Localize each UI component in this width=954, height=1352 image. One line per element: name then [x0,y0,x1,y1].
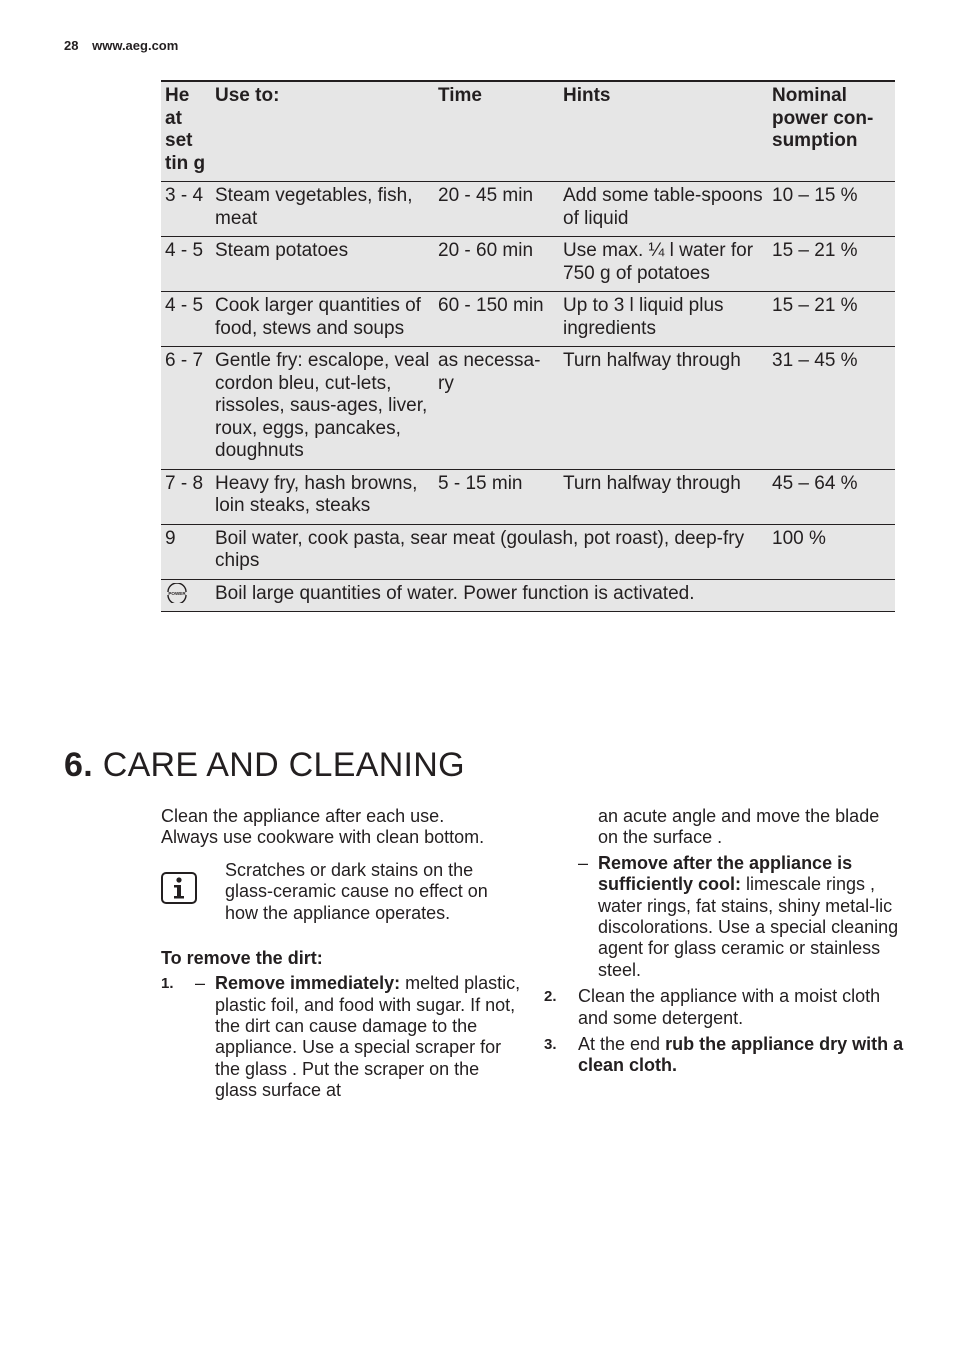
cell-time: 5 - 15 min [434,469,559,524]
table-row [161,292,895,347]
cell-setting: 4 - 5 [161,292,211,347]
cell-hints: Up to 3 l liquid plus ingredients [559,292,768,347]
cell-use: Steam potatoes [211,237,434,292]
step-1a [161,973,521,1101]
cell-power: 15 – 21 % [768,292,895,347]
right-column [544,806,904,1077]
cell-time: as necessa-ry [434,347,559,470]
col-use-to: Use to: [211,81,434,182]
page-number: 28 [64,38,79,53]
step-1a-continued: an acute angle and move the blade on the surface . [598,806,880,848]
note-text: Scratches or dark stains on the glass-ceramic cause no effect on how the appliance operates. [225,859,488,923]
section-title-text: CARE AND CLEANING [102,746,465,784]
header-url: www.aeg.com [92,38,179,53]
cell-setting: 9 [161,524,211,579]
col-hints: Hints [559,81,768,182]
step-number: 3. [544,1036,557,1054]
section-number: 6. [64,746,93,784]
intro-line-1: Clean the appliance after each use. [161,806,445,826]
step-1 [161,973,521,1101]
table-header-row [161,81,895,182]
step-1a-bold: Remove immediately: [215,973,401,994]
info-note [161,860,521,930]
table-row [161,579,895,612]
cell-power: 10 – 15 % [768,182,895,237]
power-function-icon [165,583,189,603]
cell-setting: 3 - 4 [161,182,211,237]
cell-use: Heavy fry, hash browns, loin steaks, steaks [211,469,434,524]
cell-use: Steam vegetables, fish, meat [211,182,434,237]
cell-power: 100 % [768,524,895,579]
cell-setting: 4 - 5 [161,237,211,292]
cell-use: Gentle fry: escalope, veal cordon bleu, cut-lets, rissoles, saus-ages, liver, roux, eggs, pancakes, doughnuts [211,347,434,470]
dash: – [578,852,589,873]
table-row [161,524,895,579]
cell-hints: Add some table-spoons of liquid [559,182,768,237]
step-3-text: At the end [578,1034,666,1055]
cell-hints: Turn halfway through [559,469,768,524]
cell-time: 20 - 60 min [434,237,559,292]
intro-line-2: Always use cookware with clean bottom. [161,827,485,848]
cell-use: Boil large quantities of water. Power function is activated. [211,579,895,612]
table-row [161,347,895,470]
cell-hints: Turn halfway through [559,347,768,470]
step-1b-bold: Remove after the appliance is sufficiently cool: [598,852,853,895]
cell-power: 45 – 64 % [768,469,895,524]
col-power: Nominal power con-sumption [768,81,895,182]
cell-use: Boil water, cook pasta, sear meat (goulash, pot roast), deep-fry chips [211,524,768,579]
step-1a-text: melted plastic, plastic foil, and food with sugar. If not, the dirt can cause damage to the appliance. Use a special scraper for the glass . Put the scraper on the glass surface at [215,973,521,1101]
col-heat-setting: He at set tin g [161,81,211,182]
cell-setting: 6 - 7 [161,347,211,470]
col-time: Time [434,81,559,182]
step-3-bold: rub the appliance dry with a clean cloth. [578,1034,904,1076]
step-2 [544,986,904,1029]
left-column [161,806,521,1102]
table-row [161,237,895,292]
table-row [161,469,895,524]
step-3 [544,1034,904,1077]
cell-setting: 7 - 8 [161,469,211,524]
table-row [161,182,895,237]
section-title [64,746,465,785]
cell-use: Cook larger quantities of food, stews and soups [211,292,434,347]
step-1b-text: limescale rings , water rings, fat stains, shiny metal-lic discolorations. Use a special cleaning agent for glass ceramic or stainless steel. [598,874,899,980]
step-1b [544,853,904,981]
step-2-text: Clean the appliance with a moist cloth and some detergent. [578,986,881,1028]
step-number: 2. [544,988,557,1006]
cell-setting [161,579,211,612]
cell-hints: Use max. ¼ l water for 750 g of potatoes [559,237,768,292]
cell-power: 31 – 45 % [768,347,895,470]
dirt-heading: To remove the dirt: [161,947,323,968]
dash: – [195,973,206,994]
heat-setting-table [161,80,895,612]
step-number: 1. [161,975,174,993]
cell-time: 60 - 150 min [434,292,559,347]
page-header [64,38,178,53]
cell-power: 15 – 21 % [768,237,895,292]
power-icon-label: POWER [168,591,186,597]
cell-time: 20 - 45 min [434,182,559,237]
info-icon [161,872,197,904]
